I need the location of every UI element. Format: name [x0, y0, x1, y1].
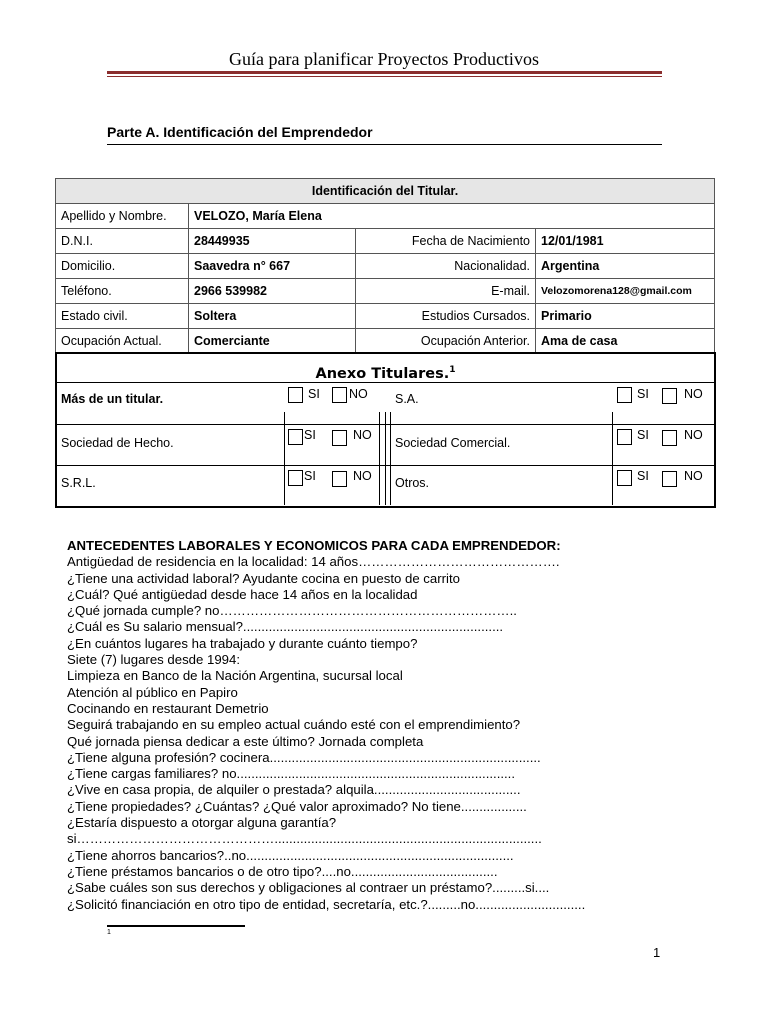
antecedentes-line: ¿Tiene préstamos bancarios o de otro tipo?....no........................................ — [67, 863, 498, 879]
si-label: SI — [637, 428, 649, 442]
ocupacion-anterior-value: Ama de casa — [536, 329, 715, 354]
antecedentes-line: Siete (7) lugares desde 1994: — [67, 652, 241, 668]
sociedad-de-hecho-si-checkbox[interactable] — [288, 429, 303, 445]
antecedentes-section — [67, 538, 717, 913]
estudios-value: Primario — [536, 304, 715, 329]
otros-si-checkbox[interactable] — [617, 470, 632, 486]
ocupacion-anterior-label: Ocupación Anterior. — [356, 329, 536, 354]
antecedentes-line: Qué jornada piensa dedicar a este último? Jornada completa — [67, 733, 424, 749]
anexo-row — [57, 465, 714, 506]
sa-no-checkbox[interactable] — [662, 388, 677, 404]
antecedentes-line: ¿En cuántos lugares ha trabajado y durante cuánto tiempo? — [67, 635, 418, 651]
page-number: 1 — [653, 945, 661, 960]
titular-header-row — [56, 179, 715, 204]
footnote-rule — [107, 925, 245, 927]
table-row — [56, 329, 715, 354]
no-label: NO — [684, 428, 703, 442]
antecedentes-line: Atención al público en Papiro — [67, 684, 238, 700]
table-row — [56, 229, 715, 254]
domicilio-label: Domicilio. — [56, 254, 189, 279]
ocupacion-value: Comerciante — [189, 329, 356, 354]
srl-no-checkbox[interactable] — [332, 471, 347, 487]
sociedad-comercial-label: Sociedad Comercial. — [395, 436, 511, 450]
no-label: NO — [349, 387, 368, 401]
anexo-titulares-box — [55, 352, 716, 508]
title-rule-thin — [107, 76, 662, 77]
document-title: Guía para planificar Proyectos Productivos — [229, 49, 539, 69]
antecedentes-line: ¿Vive en casa propia, de alquiler o prestada? alquila........................................ — [67, 782, 521, 798]
titular-table — [55, 178, 715, 354]
antecedentes-line: ¿Tiene ahorros bancarios?..no......................................................................... — [67, 847, 514, 863]
anexo-grid — [57, 383, 714, 505]
titular-header: Identificación del Titular. — [56, 179, 715, 204]
antecedentes-line: ¿Tiene propiedades? ¿Cuántas? ¿Qué valor aproximado? No tiene.................. — [67, 798, 527, 814]
mas-de-un-titular-label: Más de un titular. — [61, 392, 164, 406]
dni-label: D.N.I. — [56, 229, 189, 254]
antecedentes-line: ¿Estaría dispuesto a otorgar alguna garantía? — [67, 815, 337, 831]
anexo-row — [57, 383, 714, 425]
otros-no-checkbox[interactable] — [662, 471, 677, 487]
table-row — [56, 254, 715, 279]
telefono-label: Teléfono. — [56, 279, 189, 304]
antecedentes-line: Limpieza en Banco de la Nación Argentina, sucursal local — [67, 668, 403, 684]
dni-value: 28449935 — [189, 229, 356, 254]
apellido-value: VELOZO, María Elena — [189, 204, 715, 229]
antecedentes-line: ¿Tiene cargas familiares? no............................................................................ — [67, 766, 516, 782]
table-row — [56, 279, 715, 304]
srl-si-checkbox[interactable] — [288, 470, 303, 486]
antecedentes-line: ¿Cuál es Su salario mensual?....................................................................... — [67, 619, 504, 635]
si-label: SI — [637, 469, 649, 483]
antecedentes-line: si………………………………………......................................................................... — [67, 831, 542, 847]
antecedentes-line: Cocinando en restaurant Demetrio — [67, 700, 269, 716]
antecedentes-line: ¿Qué jornada cumple? no………………………………………………………….. — [67, 603, 517, 619]
nacionalidad-label: Nacionalidad. — [356, 254, 536, 279]
sociedad-comercial-si-checkbox[interactable] — [617, 429, 632, 445]
antecedentes-line: Seguirá trabajando en su empleo actual cuándo esté con el emprendimiento? — [67, 717, 521, 733]
table-row — [56, 304, 715, 329]
antecedentes-line: ¿Tiene una actividad laboral? Ayudante cocina en puesto de carrito — [67, 570, 460, 586]
otros-label: Otros. — [395, 476, 430, 490]
table-row — [56, 204, 715, 229]
antecedentes-line: Antigüedad de residencia en la localidad: 14 años………………………………………. — [67, 554, 560, 570]
si-label: SI — [304, 469, 316, 483]
antecedentes-heading: ANTECEDENTES LABORALES Y ECONOMICOS PARA CADA EMPRENDEDOR: — [67, 538, 561, 553]
si-label: SI — [637, 387, 649, 401]
estudios-label: Estudios Cursados. — [356, 304, 536, 329]
title-rule-thick — [107, 71, 662, 74]
footnote-mark: 1 — [107, 929, 111, 936]
mas-de-un-titular-no-checkbox[interactable] — [332, 387, 347, 403]
srl-label: S.R.L. — [61, 476, 96, 490]
si-label: SI — [308, 387, 320, 401]
mas-de-un-titular-si-checkbox[interactable] — [288, 387, 303, 403]
apellido-label: Apellido y Nombre. — [56, 204, 189, 229]
email-value: Velozomorena128@gmail.com — [536, 279, 715, 304]
part-a-heading: Parte A. Identificación del Emprendedor — [107, 124, 662, 145]
email-label: E-mail. — [356, 279, 536, 304]
no-label: NO — [353, 428, 372, 442]
nacionalidad-value: Argentina — [536, 254, 715, 279]
sociedad-comercial-no-checkbox[interactable] — [662, 430, 677, 446]
estado-civil-label: Estado civil. — [56, 304, 189, 329]
si-label: SI — [304, 428, 316, 442]
no-label: NO — [353, 469, 372, 483]
no-label: NO — [684, 387, 703, 401]
sa-label: S.A. — [395, 392, 419, 406]
ocupacion-label: Ocupación Actual. — [56, 329, 189, 354]
antecedentes-line: ¿Sabe cuáles son sus derechos y obligaciones al contraer un préstamo?.........si.... — [67, 880, 550, 896]
footnote-ref: 1 — [449, 365, 456, 375]
anexo-title-text: Anexo Titulares. — [315, 365, 450, 382]
sociedad-de-hecho-label: Sociedad de Hecho. — [61, 436, 174, 450]
telefono-value: 2966 539982 — [189, 279, 356, 304]
domicilio-value: Saavedra n° 667 — [189, 254, 356, 279]
antecedentes-line: ¿Tiene alguna profesión? cocinera.......................................................................... — [67, 749, 541, 765]
fecha-value: 12/01/1981 — [536, 229, 715, 254]
anexo-row — [57, 424, 714, 466]
estado-civil-value: Soltera — [189, 304, 356, 329]
sa-si-checkbox[interactable] — [617, 387, 632, 403]
sociedad-de-hecho-no-checkbox[interactable] — [332, 430, 347, 446]
anexo-title — [57, 354, 714, 383]
antecedentes-line: ¿Cuál? Qué antigüedad desde hace 14 años en la localidad — [67, 586, 418, 602]
antecedentes-line: ¿Solicitó financiación en otro tipo de entidad, secretaría, etc.?.........no.............................. — [67, 896, 586, 912]
no-label: NO — [684, 469, 703, 483]
fecha-label: Fecha de Nacimiento — [356, 229, 536, 254]
